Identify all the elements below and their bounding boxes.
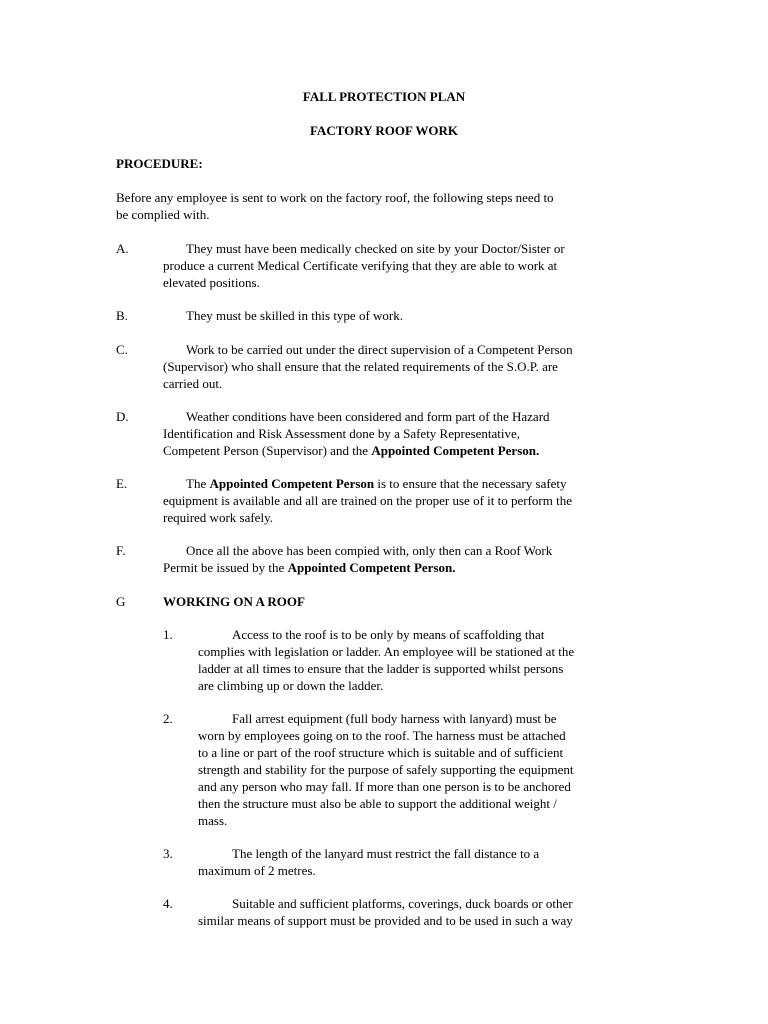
section-text: elevated positions. [163,275,260,290]
section-text: Weather conditions have been considered and form part of the Hazard [186,409,550,424]
intro-line: be complied with. [116,207,210,222]
section-label: E. [116,476,128,491]
item-text: to a line or part of the roof structure which is suitable and of sufficient [198,745,564,760]
item-text: then the structure must also be able to support the additional weight / [198,796,557,811]
item-text: worn by employees going on to the roof. The harness must be attached [198,728,566,743]
section-text-part: The [186,476,210,491]
item-text: mass. [198,813,228,828]
item-text: maximum of 2 metres. [198,863,316,878]
section-text: Work to be carried out under the direct supervision of a Competent Person [186,342,573,357]
document-subtitle: FACTORY ROOF WORK [309,123,459,138]
section-label: G [116,594,126,609]
item-text: complies with legislation or ladder. An employee will be stationed at the [198,644,575,659]
section-text [186,475,567,492]
item-text: are climbing up or down the ladder. [198,678,384,693]
section-text [163,442,539,459]
section-text: They must have been medically checked on site by your Doctor/Sister or [186,241,565,256]
intro-line: Before any employee is sent to work on the factory roof, the following steps need to [116,190,554,205]
section-text-part: is to ensure that the necessary safety [374,476,567,491]
item-text: Suitable and sufficient platforms, coverings, duck boards or other [232,896,573,911]
item-text: ladder at all times to ensure that the ladder is supported whilst persons [198,661,564,676]
section-heading: WORKING ON A ROOF [163,594,305,609]
section-text-part: Permit be issued by the [163,560,288,575]
item-number: 1. [163,627,173,642]
section-label: B. [116,308,128,323]
section-text: They must be skilled in this type of work. [186,308,404,323]
appointed-competent-person: Appointed Competent Person. [371,443,540,458]
appointed-competent-person: Appointed Competent Person. [287,560,456,575]
section-text: Identification and Risk Assessment done by a Safety Representative, [163,426,521,441]
section-text: equipment is available and all are trained on the proper use of it to perform the [163,493,572,508]
section-label: A. [116,241,129,256]
item-number: 3. [163,846,173,861]
item-number: 4. [163,896,173,911]
section-text [163,559,456,576]
item-number: 2. [163,711,173,726]
item-text: Access to the roof is to be only by means of scaffolding that [232,627,545,642]
section-text: produce a current Medical Certificate verifying that they are able to work at [163,258,558,273]
procedure-heading: PROCEDURE: [116,156,203,171]
item-text: Fall arrest equipment (full body harness with lanyard) must be [232,711,557,726]
section-text-part: Competent Person (Supervisor) and the [163,443,372,458]
item-text: similar means of support must be provided and to be used in such a way [198,913,573,928]
item-text: and any person who may fall. If more than one person is to be anchored [198,779,571,794]
section-text: required work safely. [163,510,273,525]
document-title: FALL PROTECTION PLAN [302,89,466,104]
section-label: C. [116,342,128,357]
section-text: (Supervisor) who shall ensure that the related requirements of the S.O.P. are [163,359,558,374]
section-label: D. [116,409,129,424]
section-text: carried out. [163,376,223,391]
section-label: F. [116,543,126,558]
item-text: strength and stability for the purpose of safely supporting the equipment [198,762,574,777]
item-text: The length of the lanyard must restrict the fall distance to a [232,846,540,861]
appointed-competent-person: Appointed Competent Person [209,476,375,491]
section-text: Once all the above has been compied with, only then can a Roof Work [186,543,553,558]
